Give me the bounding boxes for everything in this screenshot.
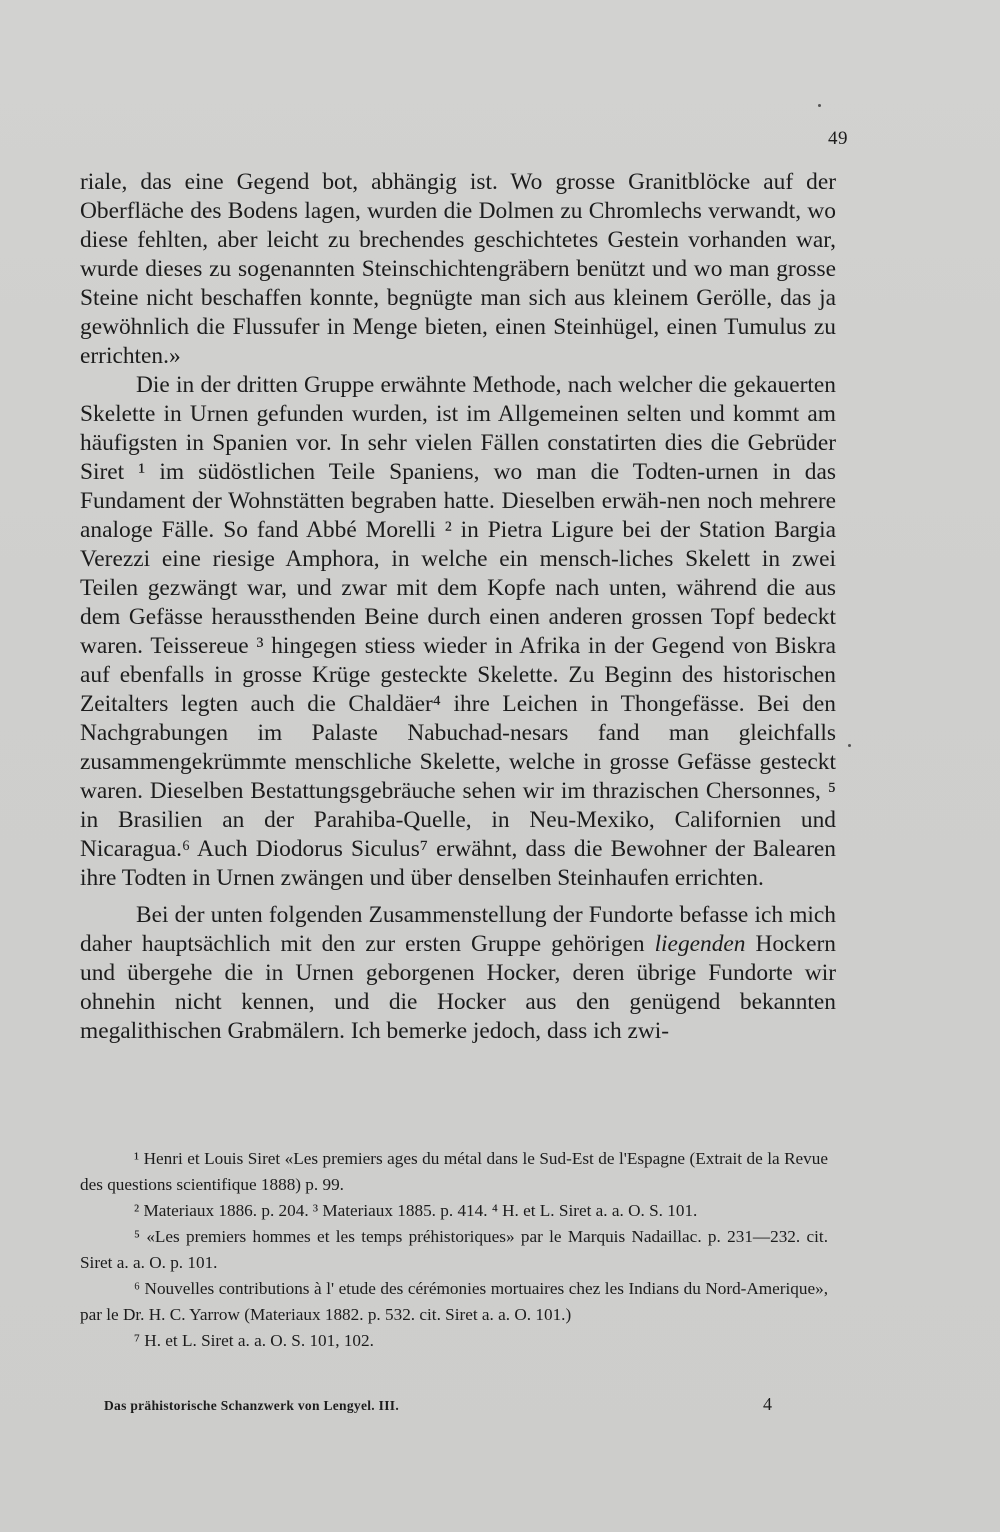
paper-speck [818, 104, 821, 107]
body-text [80, 168, 836, 1046]
page-number: 49 [828, 128, 848, 149]
footnote-2-3-4: ² Materiaux 1886. p. 204. ³ Materiaux 1885. p. 414. ⁴ H. et L. Siret a. a. O. S. 101. [134, 1201, 698, 1220]
footnote-7: ⁷ H. et L. Siret a. a. O. S. 101, 102. [134, 1331, 374, 1350]
paragraph-compilation-start: Bei der unten folgenden Zusammenstellung der Fundorte befasse ich mich daher hauptsächlich mit den zur ersten Gruppe gehörigen [80, 902, 836, 957]
footnote-1: ¹ Henri et Louis Siret «Les premiers ages du métal dans le Sud-Est de l'Espagne (Extrait de la Revue des questions scientifique 1888) p. 99. [80, 1149, 828, 1194]
paragraph-compilation-end: Hockern und übergehe die in Urnen geborgenen Hocker, deren übrige Fundorte wir ohnehin nicht kennen, und die Hocker aus den genügend bekannten megalithischen Grabmälern. Ich bemerke jedoch, dass ich zwi- [80, 931, 836, 1044]
signature-mark: 4 [763, 1394, 772, 1414]
italic-word: liegenden [654, 931, 746, 957]
paragraph-third-group: Die in der dritten Gruppe erwähnte Methode, nach welcher die gekauerten Skelette in Urnen gefunden wurden, ist im Allgemeinen selten und kommt am häufigsten in Spanien vor. In sehr vielen Fällen constatirten dies die Gebrüder Siret ¹ im südöstlichen Teile Spaniens, wo man die Todten-urnen in das Fundament der Wohnstätten begraben hatte. Dieselben erwäh-nen noch mehrere analoge Fälle. So fand Abbé Morelli ² in Pietra Ligure bei der Station Bargia Verezzi eine riesige Amphora, in welche ein mensch-liches Skelett in zwei Teilen gezwängt war, und zwar mit dem Kopfe nach unten, während die aus dem Gefässe heraussthenden Beine durch einen anderen grossen Topf bedeckt waren. Teissereue ³ hingegen stiess wieder in Afrika in der Gegend von Biskra auf ebenfalls in grosse Krüge gesteckte Skelette. Zu Beginn des historischen Zeitalters legten auch die Chaldäer⁴ ihre Leichen in Thongefässe. Bei den Nachgrabungen im Palaste Nabuchad-nesars fand man gleichfalls zusammengekrümmte menschliche Skelette, welche in grosse Gefässe gesteckt waren. Dieselben Bestattungsgebräuche sehen wir im thrazischen Chersonnes, ⁵ in Brasilien an der Parahiba-Quelle, in Neu-Mexiko, Californien und Nicaragua.⁶ Auch Diodorus Siculus⁷ erwähnt, dass die Bewohner der Balearen ihre Todten in Urnen zwängen und über denselben Steinhaufen errichten. [80, 372, 836, 891]
paper-speck [848, 744, 851, 747]
footnotes [80, 1146, 828, 1354]
footnote-6: ⁶ Nouvelles contributions à l' etude des cérémonies mortuaires chez les Indians du Nord-Amerique», par le Dr. H. C. Yarrow (Materiaux 1882. p. 532. cit. Siret a. a. O. 101.) [80, 1279, 828, 1324]
paragraph-compilation [80, 901, 836, 1046]
paragraph-continuation: riale, das eine Gegend bot, abhängig ist. Wo grosse Granitblöcke auf der Oberfläche des Bodens lagen, wurden die Dolmen zu Chromlechs verwandt, wo diese fehlten, aber leicht zu brechendes geschichtetes Gestein vorhanden war, wurde dieses zu sogenannten Steinschichtengräbern benützt und wo man grosse Steine nicht beschaffen konnte, begnügte man sich aus kleinem Gerölle, das ja gewöhnlich die Flussufer in Menge bieten, einen Steinhügel, einen Tumulus zu errichten.» [80, 169, 836, 369]
running-footer: Das prähistorische Schanzwerk von Lengyel. III. [104, 1398, 399, 1413]
footnote-5: ⁵ «Les premiers hommes et les temps préhistoriques» par le Marquis Nadaillac. p. 231—232. cit. Siret a. a. O. p. 101. [80, 1227, 828, 1272]
